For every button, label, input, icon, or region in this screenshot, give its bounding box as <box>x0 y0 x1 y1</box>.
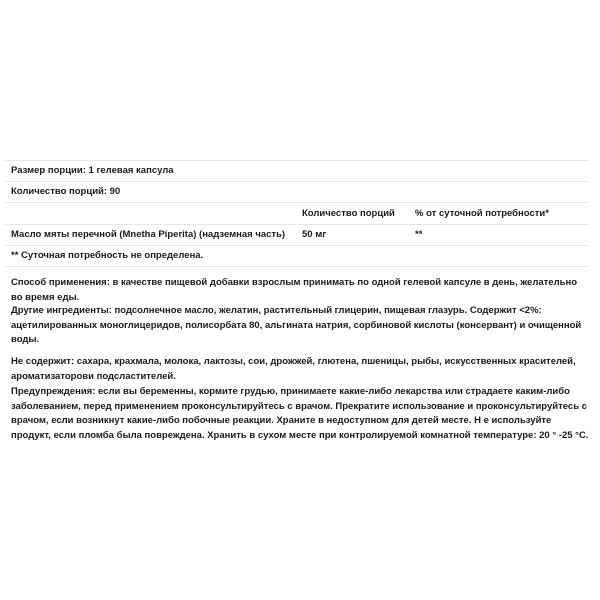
header-daily-value: % от суточной потребности* <box>415 208 549 219</box>
table-header-row <box>5 202 588 224</box>
ingredient-amount: 50 мг <box>302 229 327 240</box>
serving-size: Размер порции: 1 гелевая капсула <box>11 165 174 176</box>
ingredient-daily-value: ** <box>415 229 423 240</box>
free-of-paragraph: Не содержит: сахара, крахмала, молока, лактозы, сои, дрожжей, глютена, пшеницы, рыбы, искусственных красителей, ароматизаторови подсластителей. <box>11 356 576 382</box>
footnote: ** Суточная потребность не определена. <box>11 250 204 261</box>
usage-paragraph: Способ применения: в качестве пищевой добавки взрослым принимать по одной гелевой капсуле в день, желательно во время еды. <box>11 277 577 303</box>
servings-per-container: Количество порций: 90 <box>11 186 121 197</box>
warnings-paragraph: Предупреждения: если вы беременны, кормите грудью, принимаете какие-либо лекарства или страдаете каким-либо заболеванием, перед применением проконсультируйтесь с врачом. Прекратите использование и проконсультируйтесь с врачом, если возникнут какие-либо побочные реакции. Храните в недоступном для детей месте. Н е используйте продукт, если пломба была повреждена. Хранить в сухом месте при контролируемой комнатной температуре: 20 ° -25 °C. <box>11 386 589 441</box>
other-ingredients-paragraph: Другие ингредиенты: подсолнечное масло, желатин, растительный глицерин, пищевая глазурь. Содержит <2%: ацетилированных моноглицеридов, полисорбата 80, альгината натрия, сорбиновой кислоты (консервант) и очищенной воды. <box>11 305 582 345</box>
ingredient-name: Масло мяты перечной (Mnetha Piperita) (надземная часть) <box>11 229 286 240</box>
supplement-facts-table <box>5 160 588 267</box>
header-amount: Количество порций <box>302 208 395 219</box>
serving-size-row <box>5 160 588 181</box>
table-row <box>5 224 588 245</box>
footnote-row <box>5 245 588 267</box>
servings-per-container-row <box>5 181 588 202</box>
